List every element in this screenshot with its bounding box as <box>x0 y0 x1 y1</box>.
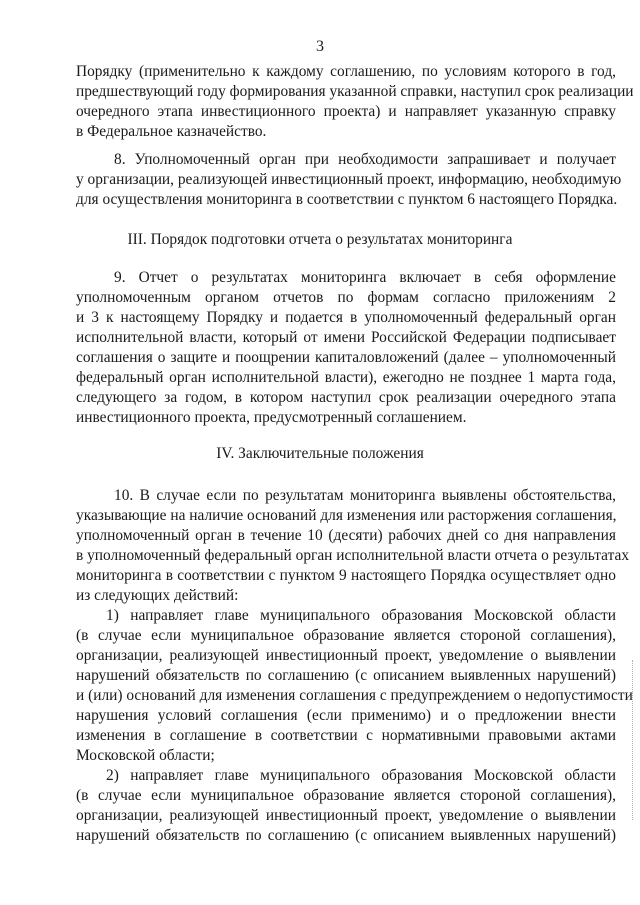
paragraph-first-line: 10. В случае если по результатам мониторинга выявлены обстоятельства, <box>114 487 616 504</box>
text-line: указывающие на наличие оснований для изменения или расторжения соглашения, <box>76 507 617 524</box>
paragraph-first-line: 9. Отчет о результатах мониторинга включает в себя оформление <box>114 269 616 286</box>
text-line: у организации, реализующей инвестиционный проект, информацию, необходимую <box>76 171 622 188</box>
text-line: в Федеральное казначейство. <box>76 123 267 140</box>
text-line: соглашения о защите и поощрении капиталовложений (далее – уполномоченный <box>76 349 616 366</box>
text-line: Порядку (применительно к каждому соглашению, по условиям которого в год, <box>76 63 616 80</box>
text-line: нарушений обязательств по соглашению (с описанием выявленных нарушений) <box>76 667 616 684</box>
text-line: инвестиционного проекта, предусмотренный соглашением. <box>76 409 467 426</box>
text-line: изменения в соглашение в соответствии с нормативными правовыми актами <box>76 727 616 744</box>
text-line: организации, реализующей инвестиционный проект, уведомление о выявлении <box>76 647 616 664</box>
text-line: Московской области; <box>76 747 215 764</box>
text-line: (в случае если муниципальное образование является стороной соглашения), <box>76 787 616 804</box>
text-line: мониторинга в соответствии с пунктом 9 настоящего Порядка осуществляет одно <box>76 567 616 584</box>
text-line: организации, реализующей инвестиционный проект, уведомление о выявлении <box>76 807 616 824</box>
text-line: исполнительной власти, который от имени Российской Федерации подписывает <box>76 329 616 346</box>
text-line: уполномоченный орган в течение 10 (десяти) рабочих дней со дня направления <box>76 527 616 544</box>
scan-edge-mark <box>632 660 633 820</box>
text-line: из следующих действий: <box>76 587 239 604</box>
paragraph-first-line: 8. Уполномоченный орган при необходимости запрашивает и получает <box>114 151 616 168</box>
text-line: в уполномоченный федеральный орган исполнительной власти отчета о результатах <box>76 547 630 564</box>
text-line: уполномоченным органом отчетов по формам согласно приложениям 2 <box>76 289 616 306</box>
paragraph-first-line: 2) направляет главе муниципального образования Московской области <box>106 767 616 784</box>
text-line: следующего за годом, в котором наступил срок реализации очередного этапа <box>76 389 616 406</box>
text-line: федеральный орган исполнительной власти), ежегодно не позднее 1 марта года, <box>76 369 616 386</box>
text-line: нарушений обязательств по соглашению (с описанием выявленных нарушений) <box>76 827 616 844</box>
text-line: и 3 к настоящему Порядку и подается в уполномоченный федеральный орган <box>76 309 616 326</box>
text-line: и (или) оснований для изменения соглашения с предупреждением о недопустимости <box>76 687 633 704</box>
page-number: 3 <box>316 38 324 55</box>
text-line: (в случае если муниципальное образование является стороной соглашения), <box>76 627 616 644</box>
paragraph-first-line: 1) направляет главе муниципального образования Московской области <box>106 607 616 624</box>
text-line: очередного этапа инвестиционного проекта) и направляет указанную справку <box>76 103 616 120</box>
section-heading-4: IV. Заключительные положения <box>216 445 424 462</box>
text-line: для осуществления мониторинга в соответствии с пунктом 6 настоящего Порядка. <box>76 191 618 208</box>
text-line: нарушения условий соглашения (если применимо) и о предложении внести <box>76 707 616 724</box>
text-line: предшествующий году формирования указанной справки, наступил срок реализации <box>76 83 634 100</box>
section-heading-3: III. Порядок подготовки отчета о результатах мониторинга <box>127 231 513 248</box>
